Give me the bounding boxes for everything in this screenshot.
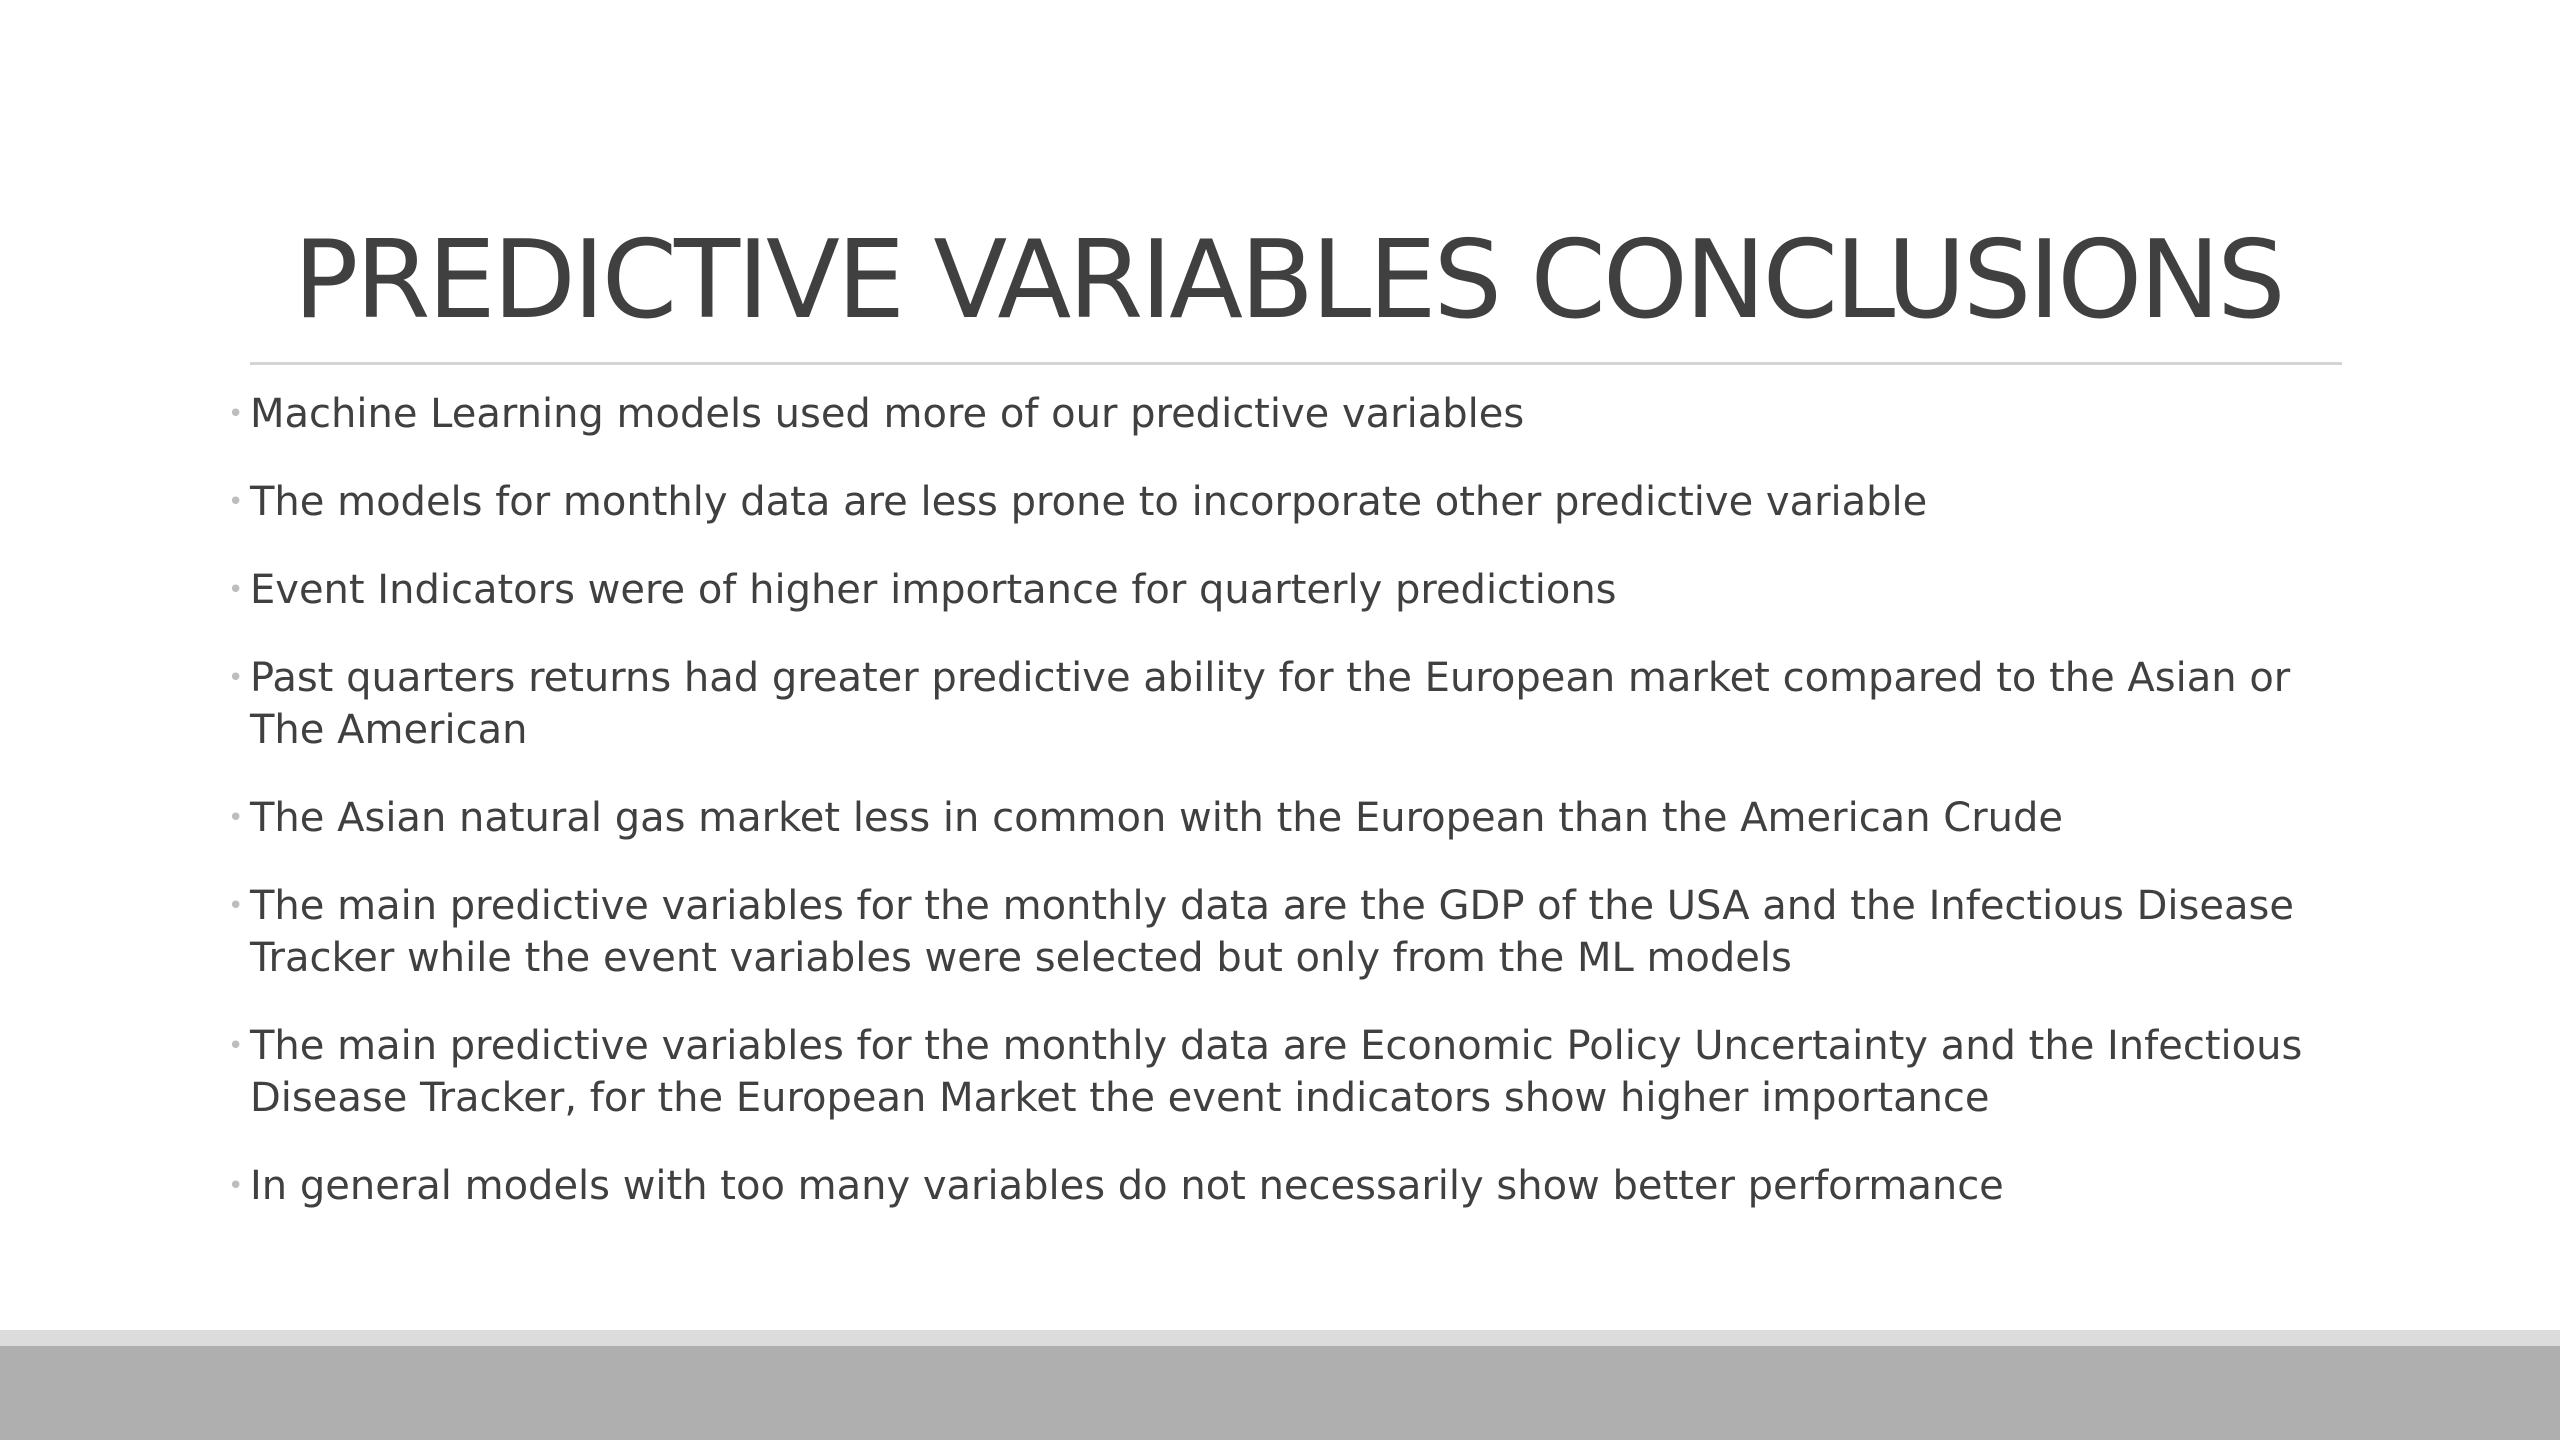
bullet-item bbox=[228, 652, 2338, 756]
bullet-dot-icon: • bbox=[228, 803, 244, 833]
bullet-dot-icon: • bbox=[228, 1171, 244, 1201]
bullet-item bbox=[228, 476, 2338, 528]
slide-title: PREDICTIVE VARIABLES CONCLUSIONS bbox=[293, 218, 2283, 343]
bullet-item bbox=[228, 564, 2338, 616]
title-divider bbox=[250, 362, 2342, 365]
bullet-text: Machine Learning models used more of our predictive variables bbox=[250, 391, 1525, 437]
bullet-text: The main predictive variables for the monthly data are Economic Policy Uncertainty and the Infectious Disease Tracker, for the European Market the event indicators show higher importance bbox=[250, 1023, 2303, 1121]
bullet-dot-icon: • bbox=[228, 487, 244, 517]
bullet-text: The main predictive variables for the monthly data are the GDP of the USA and the Infectious Disease Tracker while the event variables were selected but only from the ML models bbox=[250, 883, 2294, 981]
bullet-dot-icon: • bbox=[228, 575, 244, 605]
bullet-item bbox=[228, 792, 2338, 844]
bullet-list bbox=[228, 388, 2338, 1248]
footer-bar bbox=[0, 1346, 2560, 1440]
bullet-dot-icon: • bbox=[228, 1031, 244, 1061]
footer-light-band bbox=[0, 1330, 2560, 1346]
bullet-dot-icon: • bbox=[228, 663, 244, 693]
bullet-text: The Asian natural gas market less in common with the European than the American Crude bbox=[250, 795, 2063, 841]
bullet-item bbox=[228, 1160, 2338, 1212]
bullet-text: Event Indicators were of higher importance for quarterly predictions bbox=[250, 567, 1617, 613]
bullet-dot-icon: • bbox=[228, 891, 244, 921]
bullet-text: In general models with too many variables do not necessarily show better performance bbox=[250, 1163, 2004, 1209]
bullet-text: Past quarters returns had greater predictive ability for the European market compared to the Asian or The American bbox=[250, 655, 2291, 753]
bullet-item bbox=[228, 388, 2338, 440]
bullet-item bbox=[228, 880, 2338, 984]
bullet-item bbox=[228, 1020, 2338, 1124]
bullet-dot-icon: • bbox=[228, 399, 244, 429]
bullet-text: The models for monthly data are less prone to incorporate other predictive variable bbox=[250, 479, 1928, 525]
